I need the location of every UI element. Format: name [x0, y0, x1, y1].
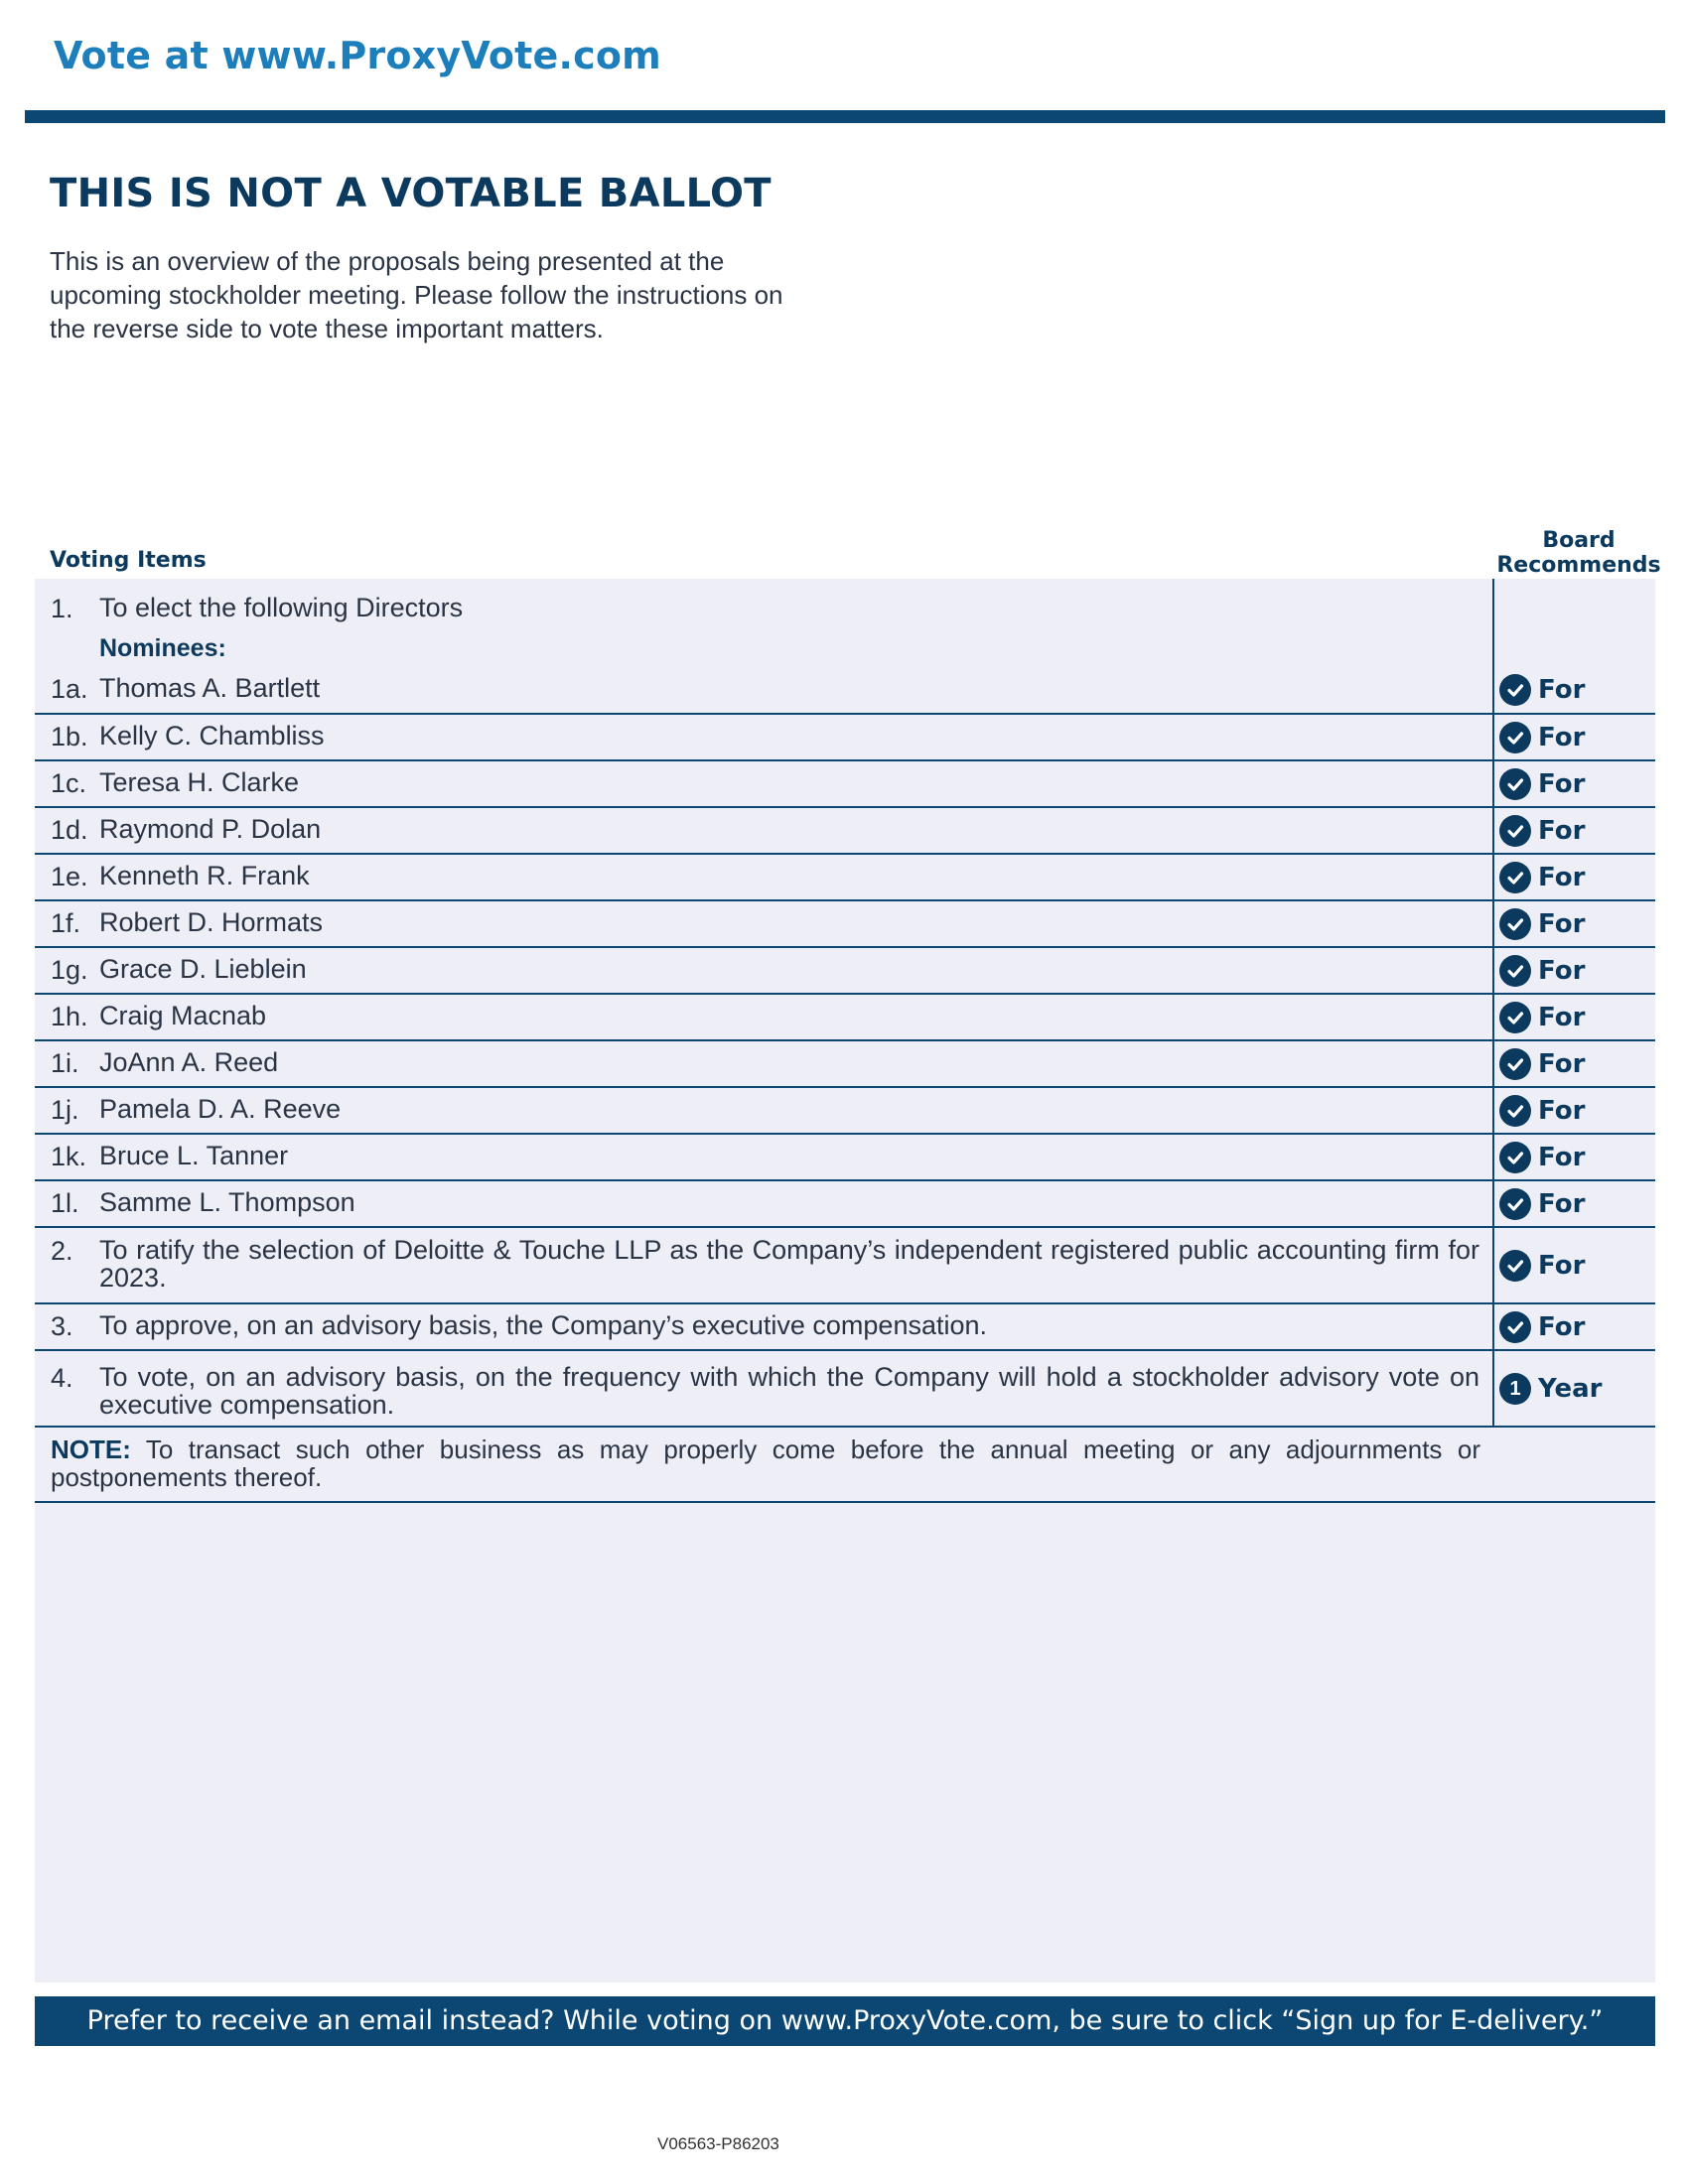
check-circle-icon — [1499, 768, 1531, 800]
nominee-name: Thomas A. Bartlett — [99, 673, 321, 703]
intro-line-3: the reverse side to vote these important matters. — [50, 314, 604, 343]
item-number: 4. — [51, 1363, 73, 1393]
nominee-number: 1d. — [51, 815, 88, 845]
nominee-number: 1i. — [51, 1048, 79, 1078]
table-row-item4 — [35, 1351, 1655, 1428]
recommendation-label: For — [1538, 816, 1586, 846]
recommendation — [1499, 1250, 1585, 1282]
nominee-name: Raymond P. Dolan — [99, 814, 322, 844]
recommendation-label: For — [1538, 675, 1586, 705]
nominee-number: 1k. — [51, 1142, 87, 1171]
check-circle-icon — [1499, 1311, 1531, 1343]
recommendation — [1499, 1095, 1585, 1127]
table-row-nominee — [35, 808, 1655, 855]
badge-number: 1 — [1509, 1378, 1521, 1400]
check-circle-icon — [1499, 815, 1531, 847]
nominee-number: 1g. — [51, 955, 88, 985]
edelivery-banner[interactable]: Prefer to receive an email instead? While voting on www.ProxyVote.com, be sure to click “Sign up for E-delivery.” — [35, 1996, 1655, 2046]
recommendation-label: For — [1538, 956, 1586, 986]
nominee-name: Craig Macnab — [99, 1001, 267, 1030]
recommendation — [1499, 955, 1585, 987]
table-row-nominee — [35, 761, 1655, 808]
recommendation-label: Year — [1538, 1374, 1603, 1404]
recommendation — [1499, 1373, 1602, 1405]
table-row-item2 — [35, 1228, 1655, 1304]
item-text: To elect the following Directors — [99, 593, 464, 622]
recommendation-label: For — [1538, 1003, 1586, 1032]
check-circle-icon — [1499, 955, 1531, 987]
recommendation-label: For — [1538, 1049, 1586, 1079]
recommendation — [1499, 674, 1585, 706]
nominee-number: 1l. — [51, 1188, 79, 1218]
table-row-nominee — [35, 1088, 1655, 1135]
note-label: NOTE: — [51, 1434, 131, 1464]
number-circle-icon — [1499, 1373, 1531, 1405]
board-label: Board — [1542, 528, 1616, 553]
table-row-nominee — [35, 1135, 1655, 1181]
recommendation-label: For — [1538, 909, 1586, 939]
recommendation — [1499, 1188, 1585, 1220]
check-circle-icon — [1499, 1250, 1531, 1282]
item-number: 2. — [51, 1236, 73, 1266]
check-circle-icon — [1499, 722, 1531, 753]
table-row-nominee — [35, 1041, 1655, 1088]
nominees-label: Nominees: — [99, 634, 226, 662]
check-circle-icon — [1499, 1002, 1531, 1033]
check-circle-icon — [1499, 908, 1531, 940]
item-text: To approve, on an advisory basis, the Company’s executive compensation. — [99, 1310, 988, 1340]
recommendation-label: For — [1538, 863, 1586, 892]
table-row-nominee — [35, 901, 1655, 948]
check-circle-icon — [1499, 674, 1531, 706]
item-text: To ratify the selection of Deloitte & Touche LLP as the Company’s independent registered public accounting firm for 2023. — [99, 1235, 1479, 1293]
check-circle-icon — [1499, 1048, 1531, 1080]
nominee-name: JoAnn A. Reed — [99, 1047, 279, 1077]
nominee-name: Robert D. Hormats — [99, 907, 324, 937]
recommendation — [1499, 1002, 1585, 1033]
recommendation — [1499, 1142, 1585, 1173]
page-title: THIS IS NOT A VOTABLE BALLOT — [50, 171, 772, 216]
table-row-note — [35, 1428, 1655, 1503]
nominee-number: 1b. — [51, 722, 88, 751]
recommendation-label: For — [1538, 1189, 1586, 1219]
item-number: 1. — [51, 594, 73, 623]
item-text: To vote, on an advisory basis, on the frequency with which the Company will hold a stockholder advisory vote on executive compensation. — [99, 1362, 1479, 1420]
intro-line-2: upcoming stockholder meeting. Please follow the instructions on — [50, 280, 783, 310]
intro-line-1: This is an overview of the proposals being presented at the — [50, 246, 725, 276]
top-rule — [25, 110, 1665, 123]
recommendation — [1499, 908, 1585, 940]
table-row-item3 — [35, 1304, 1655, 1351]
recommendation-label: For — [1538, 769, 1586, 799]
nominee-name: Samme L. Thompson — [99, 1187, 355, 1217]
recommendation — [1499, 862, 1585, 893]
nominee-number: 1c. — [51, 768, 87, 798]
recommendation-label: For — [1538, 1312, 1586, 1342]
check-circle-icon — [1499, 862, 1531, 893]
nominee-name: Grace D. Lieblein — [99, 954, 307, 984]
intro-paragraph — [50, 244, 844, 345]
table-row-nominee — [35, 1181, 1655, 1228]
recommendation-label: For — [1538, 723, 1586, 752]
recommendation — [1499, 1311, 1585, 1343]
recommendation — [1499, 768, 1585, 800]
nominee-number: 1f. — [51, 908, 81, 938]
nominee-number: 1e. — [51, 862, 88, 891]
table-row-nominee — [35, 995, 1655, 1041]
recommendation — [1499, 815, 1585, 847]
recommends-label: Recommends — [1496, 553, 1661, 578]
nominee-name: Bruce L. Tanner — [99, 1141, 289, 1170]
recommendation — [1499, 1048, 1585, 1080]
nominee-number: 1a. — [51, 674, 88, 704]
note-body: To transact such other business as may properly come before the annual meeting or any adjournments or postponements thereof. — [51, 1434, 1480, 1492]
document-code: V06563-P86203 — [657, 2134, 779, 2153]
nominee-name: Kelly C. Chambliss — [99, 721, 325, 751]
recommendation-label: For — [1538, 1251, 1586, 1281]
nominee-name: Kenneth R. Frank — [99, 861, 310, 890]
table-row-item1 — [35, 579, 1655, 715]
check-circle-icon — [1499, 1095, 1531, 1127]
recommendation-label: For — [1538, 1143, 1586, 1172]
nominee-number: 1h. — [51, 1002, 88, 1031]
table-row-nominee — [35, 715, 1655, 761]
table-row-nominee — [35, 948, 1655, 995]
table-row-nominee — [35, 855, 1655, 901]
nominee-name: Teresa H. Clarke — [99, 767, 300, 797]
note-text — [51, 1435, 1480, 1491]
item-number: 3. — [51, 1311, 73, 1341]
column-header-voting-items: Voting Items — [50, 548, 207, 573]
recommendation — [1499, 722, 1585, 753]
column-header-board-recommends — [1489, 528, 1668, 578]
vote-link[interactable]: Vote at www.ProxyVote.com — [54, 34, 661, 77]
nominee-number: 1j. — [51, 1095, 79, 1125]
recommendation-label: For — [1538, 1096, 1586, 1126]
check-circle-icon — [1499, 1188, 1531, 1220]
nominee-name: Pamela D. A. Reeve — [99, 1094, 342, 1124]
check-circle-icon — [1499, 1142, 1531, 1173]
